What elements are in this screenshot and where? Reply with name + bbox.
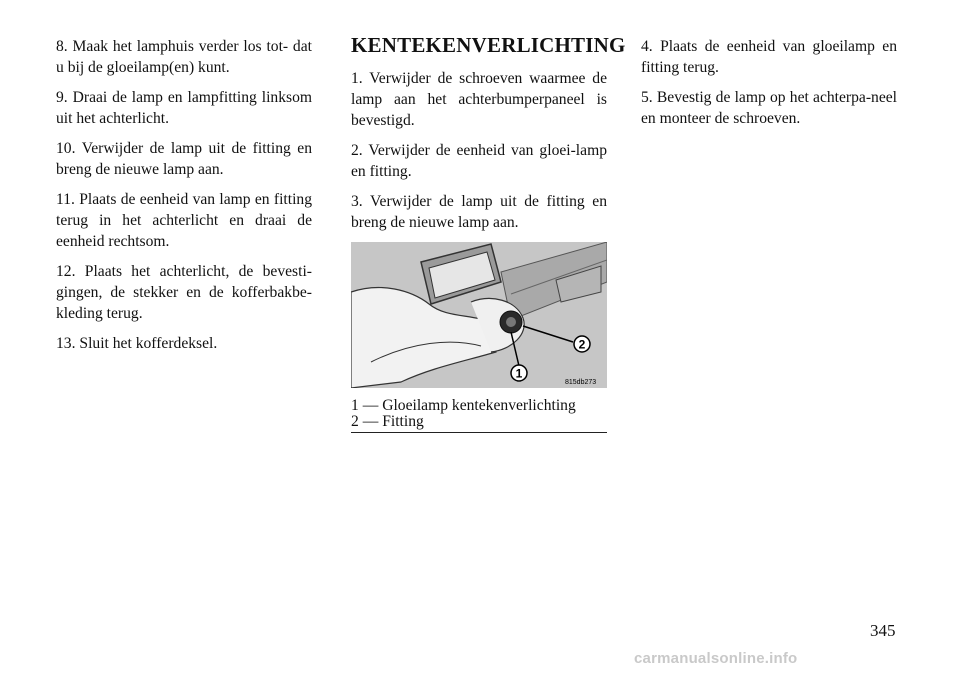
plate-step-1: 1. Verwijder de schroeven waarmee de lamp aan het achterbumperpaneel is bevestigd. — [351, 70, 607, 129]
caption-line-2: 2 — Fitting — [351, 413, 424, 430]
step-13: 13. Sluit het kofferdeksel. — [56, 335, 218, 352]
step-12: 12. Plaats het achterlicht, de bevesti-gingen, de stekker en de kofferbakbe-kleding terug. — [56, 263, 312, 322]
figure-code: 815db273 — [565, 379, 597, 386]
svg-text:2: 2 — [578, 337, 586, 352]
svg-text:1: 1 — [515, 366, 523, 381]
license-lamp-illustration — [351, 242, 607, 388]
middle-column — [351, 32, 626, 433]
watermark: carmanualsonline.info — [634, 650, 798, 667]
figure-caption — [351, 398, 607, 433]
page-number: 345 — [870, 621, 896, 640]
plate-step-2: 2. Verwijder de eenheid van gloei-lamp en fitting. — [351, 142, 607, 180]
step-8: 8. Maak het lamphuis verder los tot- dat u bij de gloeilamp(en) kunt. — [56, 38, 312, 76]
left-column — [56, 36, 312, 363]
callout-2 — [574, 336, 590, 352]
license-lamp-figure — [351, 242, 607, 388]
section-title: KENTEKENVERLICHTING — [351, 33, 626, 57]
plate-step-4: 4. Plaats de eenheid van gloeilamp en fitting terug. — [641, 38, 897, 76]
step-10: 10. Verwijder de lamp uit de fitting en breng de nieuwe lamp aan. — [56, 140, 312, 178]
right-column — [641, 36, 897, 138]
caption-line-1: 1 — Gloeilamp kentekenverlichting — [351, 397, 576, 414]
plate-step-5: 5. Bevestig de lamp op het achterpa-neel en monteer de schroeven. — [641, 89, 897, 127]
plate-step-3: 3. Verwijder de lamp uit de fitting en breng de nieuwe lamp aan. — [351, 193, 607, 231]
step-11: 11. Plaats de eenheid van lamp en fitting terug in het achterlicht en draai de eenheid rechtsom. — [56, 191, 312, 250]
step-9: 9. Draai de lamp en lampfitting linksom uit het achterlicht. — [56, 89, 312, 127]
callout-1 — [511, 365, 527, 381]
